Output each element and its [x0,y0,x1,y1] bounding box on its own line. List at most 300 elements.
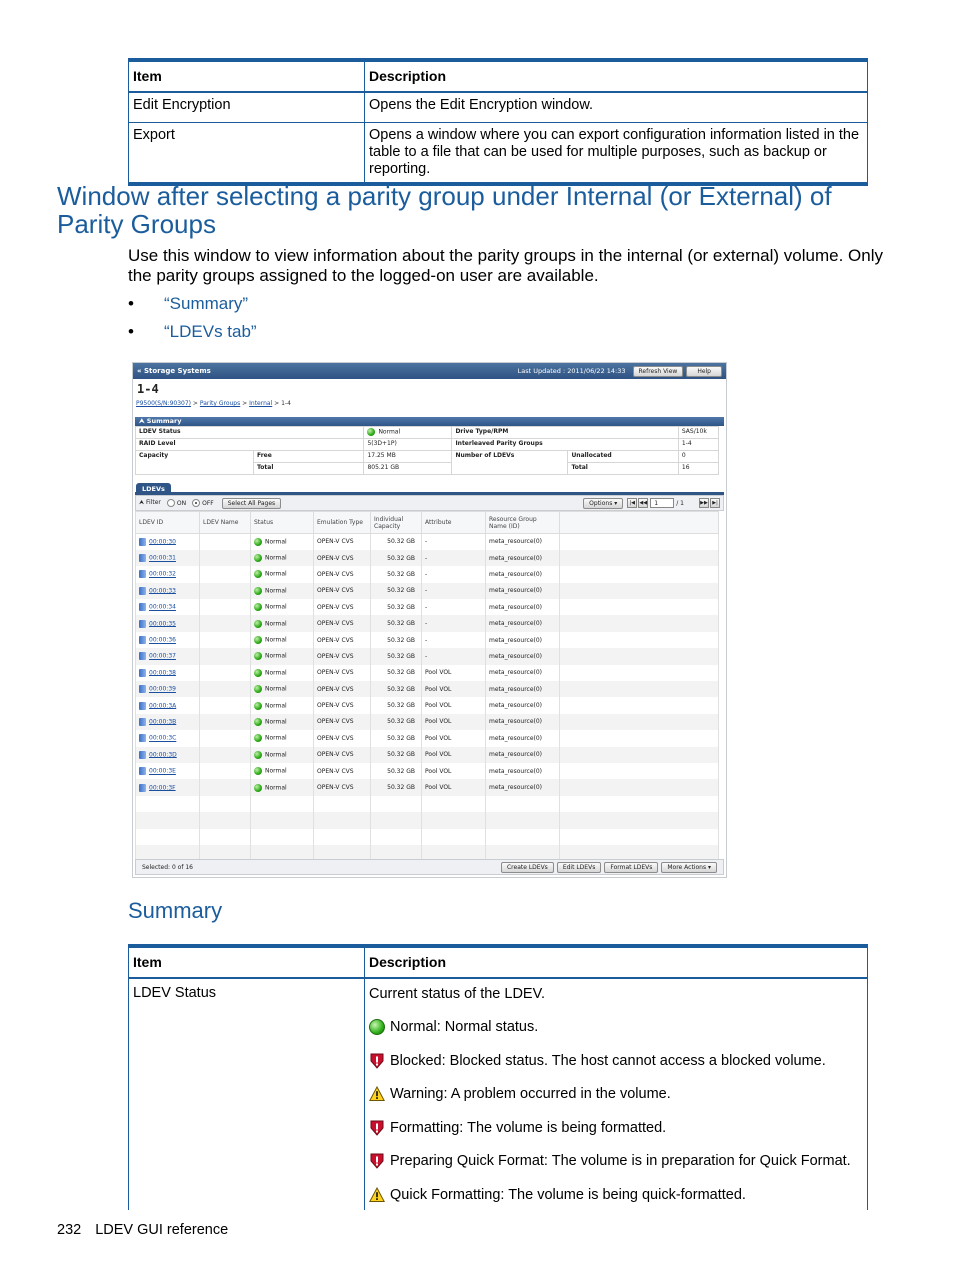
attribute-cell: - [422,648,486,664]
emulation-cell: OPEN-V CVS [314,697,371,713]
table-row[interactable] [136,779,719,795]
interleaved-label: Interleaved Parity Groups [452,439,678,451]
footer-title: LDEV GUI reference [95,1222,229,1238]
volume-icon [139,620,146,628]
col-status[interactable]: Status [251,512,314,534]
status-cell [251,747,314,763]
volume-icon [139,734,146,742]
attribute-cell: - [422,632,486,648]
volume-icon [139,751,146,759]
emulation-cell: OPEN-V CVS [314,730,371,746]
capacity-cell: 50.32 GB [371,534,422,550]
ldev-id-cell[interactable] [136,730,200,746]
resource-group-cell: meta_resource(0) [486,681,560,697]
volume-icon [139,570,146,578]
table-row[interactable] [136,681,719,697]
emulation-cell: OPEN-V CVS [314,779,371,795]
attribute-cell: Pool VOL [422,730,486,746]
ldev-name-cell [200,648,251,664]
ldev-id-link[interactable]: 00:00:3C [149,734,177,742]
table-row[interactable] [136,599,719,615]
emulation-cell: OPEN-V CVS [314,583,371,599]
refresh-view-button[interactable]: Refresh View [633,366,684,377]
breadcrumb-parity-groups[interactable]: Parity Groups [199,400,241,407]
breadcrumb-storage[interactable]: P9500(S/N:90307) [136,400,191,407]
ldev-name-cell [200,599,251,615]
ldev-id-link[interactable]: 00:00:38 [149,669,176,677]
section-paragraph: Use this window to view information about the parity groups in the internal (or external) volume. Only the parity groups assigned to the logged-on user are available. [128,246,883,285]
description-cell: Opens the Edit Encryption window. [365,92,868,122]
ldev-id-link[interactable]: 00:00:33 [149,587,176,595]
status-cell [251,730,314,746]
normal-status-icon [254,554,262,562]
status-description-line [369,1052,863,1069]
filler-cell [560,534,719,550]
interleaved-value: 1-4 [678,439,718,451]
ldev-id-cell[interactable] [136,697,200,713]
capacity-cell: 50.32 GB [371,697,422,713]
ldev-total-label: Total [568,463,678,475]
attribute-cell: - [422,583,486,599]
ldev-name-cell [200,763,251,779]
ldev-name-cell [200,730,251,746]
ldev-id-cell[interactable] [136,534,200,550]
filler-cell [560,763,719,779]
capacity-cell: 50.32 GB [371,599,422,615]
attribute-cell: Pool VOL [422,747,486,763]
summary-panel-header[interactable]: ⮝ Summary [135,417,724,426]
ldev-total-value: 16 [678,463,718,475]
ldev-id-cell[interactable] [136,615,200,631]
col-filler [560,512,719,534]
table-row [136,829,719,845]
drive-type-label: Drive Type/RPM [452,427,678,439]
last-page-icon[interactable]: ▶| [710,498,720,508]
normal-status-icon [254,718,262,726]
normal-status-icon [254,734,262,742]
summary-panel-table [135,426,719,475]
status-cell [251,632,314,648]
first-page-icon[interactable]: |◀ [627,498,637,508]
capacity-cell: 50.32 GB [371,566,422,582]
ldev-id-cell[interactable] [136,747,200,763]
capacity-cell: 50.32 GB [371,550,422,566]
status-cell [251,665,314,681]
ldev-id-cell[interactable] [136,566,200,582]
attribute-cell: - [422,550,486,566]
ldev-id-link[interactable]: 00:00:36 [149,636,176,644]
attribute-cell: - [422,599,486,615]
create-ldevs-button[interactable]: Create LDEVs [501,862,554,873]
header-item: Item [129,60,365,92]
attribute-cell: Pool VOL [422,681,486,697]
volume-icon [139,603,146,611]
ldev-id-cell[interactable] [136,714,200,730]
ldevs-table-body [136,534,719,862]
filler-cell [560,779,719,795]
ldev-id-cell[interactable] [136,779,200,795]
table-row [129,92,868,122]
normal-status-icon [254,767,262,775]
filler-cell [560,566,719,582]
filter-off-radio[interactable] [192,499,200,507]
resource-group-cell: meta_resource(0) [486,566,560,582]
col-emulation-type[interactable]: Emulation Type [314,512,371,534]
resource-group-cell: meta_resource(0) [486,550,560,566]
resource-group-cell: meta_resource(0) [486,534,560,550]
window-topbar [133,363,726,379]
status-text: Normal [265,652,287,660]
unallocated-value: 0 [678,451,718,463]
col-resource-group[interactable]: Resource Group Name (ID) [486,512,560,534]
last-updated: Last Updated : 2011/06/22 14:33 [517,367,626,375]
error-shield-icon [369,1053,385,1069]
attribute-cell: Pool VOL [422,779,486,795]
normal-status-icon [254,784,262,792]
resource-group-cell: meta_resource(0) [486,615,560,631]
status-description-text: Preparing Quick Format: The volume is in preparation for Quick Format. [390,1153,851,1170]
status-cell [251,534,314,550]
drive-type-value: SAS/10k [678,427,718,439]
status-description-text: Normal: Normal status. [390,1019,539,1036]
status-cell [251,583,314,599]
warning-triangle-icon [369,1187,385,1203]
section-heading: Window after selecting a parity group under Internal (or External) of Parity Groups [57,181,832,239]
ldev-name-cell [200,665,251,681]
status-cell [251,615,314,631]
ldev-id-cell[interactable] [136,550,200,566]
status-text: Normal [265,702,287,710]
normal-status-icon [367,428,375,436]
ldev-id-link[interactable]: 00:00:31 [149,554,176,562]
filler-cell [560,665,719,681]
filler-cell [560,615,719,631]
status-text: Normal [265,751,287,759]
page-title: 1-4 [137,382,159,396]
options-button[interactable]: Options ▾ [583,498,623,509]
table-row [129,122,868,184]
normal-status-icon [254,685,262,693]
ldev-id-cell[interactable] [136,648,200,664]
emulation-cell: OPEN-V CVS [314,763,371,779]
table-row[interactable] [136,632,719,648]
status-description-text: Quick Formatting: The volume is being quick-formatted. [390,1187,746,1204]
table-row[interactable] [136,714,719,730]
normal-status-icon [254,669,262,677]
ldev-name-cell [200,550,251,566]
filler-cell [560,697,719,713]
emulation-cell: OPEN-V CVS [314,714,371,730]
volume-icon [139,718,146,726]
status-text: Normal [265,767,287,775]
normal-status-icon [254,620,262,628]
filler-cell [560,583,719,599]
volume-icon [139,767,146,775]
filler-cell [560,730,719,746]
item-description-table-summary [128,944,868,1210]
attribute-cell: Pool VOL [422,763,486,779]
ldev-id-cell[interactable] [136,681,200,697]
ldev-id-link[interactable]: 00:00:30 [149,538,176,546]
emulation-cell: OPEN-V CVS [314,665,371,681]
ldev-name-cell [200,583,251,599]
status-text: Normal [265,570,287,578]
item-description-table-top [128,58,868,186]
resource-group-cell: meta_resource(0) [486,730,560,746]
filter-on-radio[interactable] [167,499,175,507]
attribute-cell: - [422,566,486,582]
status-description-line [369,1086,863,1103]
col-ldev-id[interactable]: LDEV ID [136,512,200,534]
filler-cell [560,714,719,730]
table-row[interactable] [136,648,719,664]
ldev-id-link[interactable]: 00:00:39 [149,685,176,693]
ldev-name-cell [200,779,251,795]
table-row[interactable] [136,550,719,566]
volume-icon [139,784,146,792]
status-text: Normal [265,636,287,644]
capacity-cell: 50.32 GB [371,779,422,795]
ldev-name-cell [200,681,251,697]
table-row [129,978,868,1210]
table-row[interactable] [136,747,719,763]
breadcrumb-separator: > [192,400,198,407]
status-text: Normal [265,685,287,693]
filler-cell [560,648,719,664]
normal-status-icon [254,652,262,660]
unallocated-label: Unallocated [568,451,678,463]
ldev-name-cell [200,714,251,730]
status-cell [251,648,314,664]
status-cell [251,566,314,582]
filter-toggle[interactable]: ⮝ Filter [139,499,161,506]
selected-count: Selected: 0 of 16 [142,863,193,871]
ldev-id-link[interactable]: 00:00:37 [149,652,176,660]
ldev-name-cell [200,615,251,631]
status-text: Normal [265,734,287,742]
normal-status-icon [254,603,262,611]
page-total: / 1 [676,499,684,507]
description-cell: Opens a window where you can export configuration information listed in the table to a file that can be used for multiple purposes, such as backup or reporting. [365,122,868,184]
table-row[interactable] [136,615,719,631]
status-text: Normal [265,718,287,726]
status-text: Normal [265,603,287,611]
col-individual-capacity[interactable]: Individual Capacity [371,512,422,534]
ldev-name-cell [200,632,251,648]
error-shield-icon [369,1153,385,1169]
ldev-id-link[interactable]: 00:00:3A [149,702,177,710]
status-cell [251,714,314,730]
tab-ldevs[interactable]: LDEVs [136,483,171,495]
prev-page-icon[interactable]: ◀◀ [639,500,648,506]
breadcrumb [133,396,726,411]
table-row [136,812,719,828]
ldev-id-link[interactable]: 00:00:34 [149,603,176,611]
item-cell: Edit Encryption [129,92,365,122]
volume-icon [139,652,146,660]
status-text: Normal [265,669,287,677]
capacity-cell: 50.32 GB [371,730,422,746]
next-page-icon[interactable]: ▶▶ [700,500,708,506]
storage-systems-link[interactable]: « Storage Systems [137,367,211,375]
number-of-ldevs-label: Number of LDEVs [452,451,568,475]
attribute-cell: - [422,534,486,550]
emulation-cell: OPEN-V CVS [314,550,371,566]
attribute-cell: Pool VOL [422,714,486,730]
table-row[interactable] [136,583,719,599]
description-cell [365,978,868,1210]
ldev-id-link[interactable]: 00:00:35 [149,620,176,628]
emulation-cell: OPEN-V CVS [314,747,371,763]
status-description-text: Current status of the LDEV. [369,985,545,1002]
warning-triangle-icon [369,1086,385,1102]
capacity-cell: 50.32 GB [371,714,422,730]
normal-status-icon [254,587,262,595]
header-description: Description [365,946,868,978]
resource-group-cell: meta_resource(0) [486,714,560,730]
filter-off-label: OFF [202,499,214,507]
status-description-list [369,985,863,1204]
ldev-status-label: LDEV Status [136,427,364,439]
ldevs-toolbar [135,495,724,511]
capacity-cell: 50.32 GB [371,665,422,681]
ldev-id-cell[interactable] [136,763,200,779]
volume-icon [139,636,146,644]
emulation-cell: OPEN-V CVS [314,534,371,550]
summary-heading: Summary [128,898,223,923]
ldev-name-cell [200,697,251,713]
resource-group-cell: meta_resource(0) [486,697,560,713]
ldev-id-cell[interactable] [136,583,200,599]
select-all-pages-button[interactable]: Select All Pages [222,498,281,509]
status-description-line [369,1019,863,1036]
ldev-status-value [364,427,452,439]
capacity-cell: 50.32 GB [371,632,422,648]
col-ldev-name[interactable]: LDEV Name [200,512,251,534]
capacity-cell: 50.32 GB [371,681,422,697]
ldev-id-link[interactable]: 00:00:3F [149,784,176,792]
resource-group-cell: meta_resource(0) [486,763,560,779]
header-item: Item [129,946,365,978]
status-description-line [369,1153,863,1170]
page-number-input[interactable]: 1 [650,498,674,508]
capacity-cell: 50.32 GB [371,583,422,599]
ldev-name-cell [200,566,251,582]
emulation-cell: OPEN-V CVS [314,681,371,697]
normal-status-icon [254,636,262,644]
normal-status-icon [369,1019,385,1035]
attribute-cell: Pool VOL [422,665,486,681]
total-label: Total [254,463,364,475]
volume-icon [139,538,146,546]
link-summary[interactable]: • “Summary” [128,294,257,322]
volume-icon [139,669,146,677]
edit-ldevs-button[interactable]: Edit LDEVs [557,862,602,873]
table-row[interactable] [136,665,719,681]
ldev-id-link[interactable]: 00:00:3D [149,751,177,759]
resource-group-cell: meta_resource(0) [486,648,560,664]
tab-strip [135,483,724,495]
help-button[interactable]: Help [686,366,722,377]
status-text: Normal [265,554,287,562]
item-cell: LDEV Status [129,978,365,1210]
status-text: Normal [265,784,287,792]
table-row[interactable] [136,730,719,746]
header-description: Description [365,60,868,92]
format-ldevs-button[interactable]: Format LDEVs [604,862,658,873]
ldev-name-cell [200,747,251,763]
resource-group-cell: meta_resource(0) [486,599,560,615]
ldev-id-cell[interactable] [136,632,200,648]
ldev-id-cell[interactable] [136,665,200,681]
breadcrumb-current: > 1-4 [274,400,291,407]
table-row[interactable] [136,534,719,550]
ldev-id-link[interactable]: 00:00:3E [149,767,176,775]
status-cell [251,697,314,713]
emulation-cell: OPEN-V CVS [314,615,371,631]
status-description-text: Blocked: Blocked status. The host cannot access a blocked volume. [390,1052,826,1069]
status-description-text: Formatting: The volume is being formatted. [390,1119,667,1136]
volume-icon [139,702,146,710]
normal-status-icon [254,538,262,546]
status-cell [251,763,314,779]
table-row [136,796,719,812]
resource-group-cell: meta_resource(0) [486,632,560,648]
emulation-cell: OPEN-V CVS [314,599,371,615]
status-text: Normal [265,620,287,628]
table-row[interactable] [136,566,719,582]
capacity-cell: 50.32 GB [371,747,422,763]
col-attribute[interactable]: Attribute [422,512,486,534]
page-number: 232 [57,1222,82,1238]
emulation-cell: OPEN-V CVS [314,566,371,582]
filler-cell [560,632,719,648]
breadcrumb-separator: > [242,400,248,407]
status-cell [251,681,314,697]
emulation-cell: OPEN-V CVS [314,632,371,648]
table-row[interactable] [136,697,719,713]
attribute-cell: Pool VOL [422,697,486,713]
ldev-name-cell [200,534,251,550]
capacity-cell: 50.32 GB [371,615,422,631]
free-value: 17.25 MB [364,451,452,463]
emulation-cell: OPEN-V CVS [314,648,371,664]
link-ldevs-tab[interactable]: • “LDEVs tab” [128,322,257,350]
filler-cell [560,747,719,763]
ldev-id-link[interactable]: 00:00:3B [149,718,177,726]
more-actions-button[interactable]: More Actions ▾ [661,862,717,873]
table-row[interactable] [136,763,719,779]
resource-group-cell: meta_resource(0) [486,665,560,681]
status-text: Normal [265,587,287,595]
ldevs-table [135,511,719,861]
ldevs-footer [135,859,724,875]
filler-cell [560,550,719,566]
filler-cell [560,599,719,615]
ldev-id-link[interactable]: 00:00:32 [149,570,176,578]
resource-group-cell: meta_resource(0) [486,779,560,795]
status-description-line [369,985,863,1002]
volume-icon [139,587,146,595]
resource-group-cell: meta_resource(0) [486,583,560,599]
breadcrumb-internal[interactable]: Internal [249,400,273,407]
normal-status-icon [254,751,262,759]
ldev-id-cell[interactable] [136,599,200,615]
error-shield-icon [369,1120,385,1136]
normal-status-icon [254,702,262,710]
raid-level-label: RAID Level [136,439,364,451]
attribute-cell: - [422,615,486,631]
